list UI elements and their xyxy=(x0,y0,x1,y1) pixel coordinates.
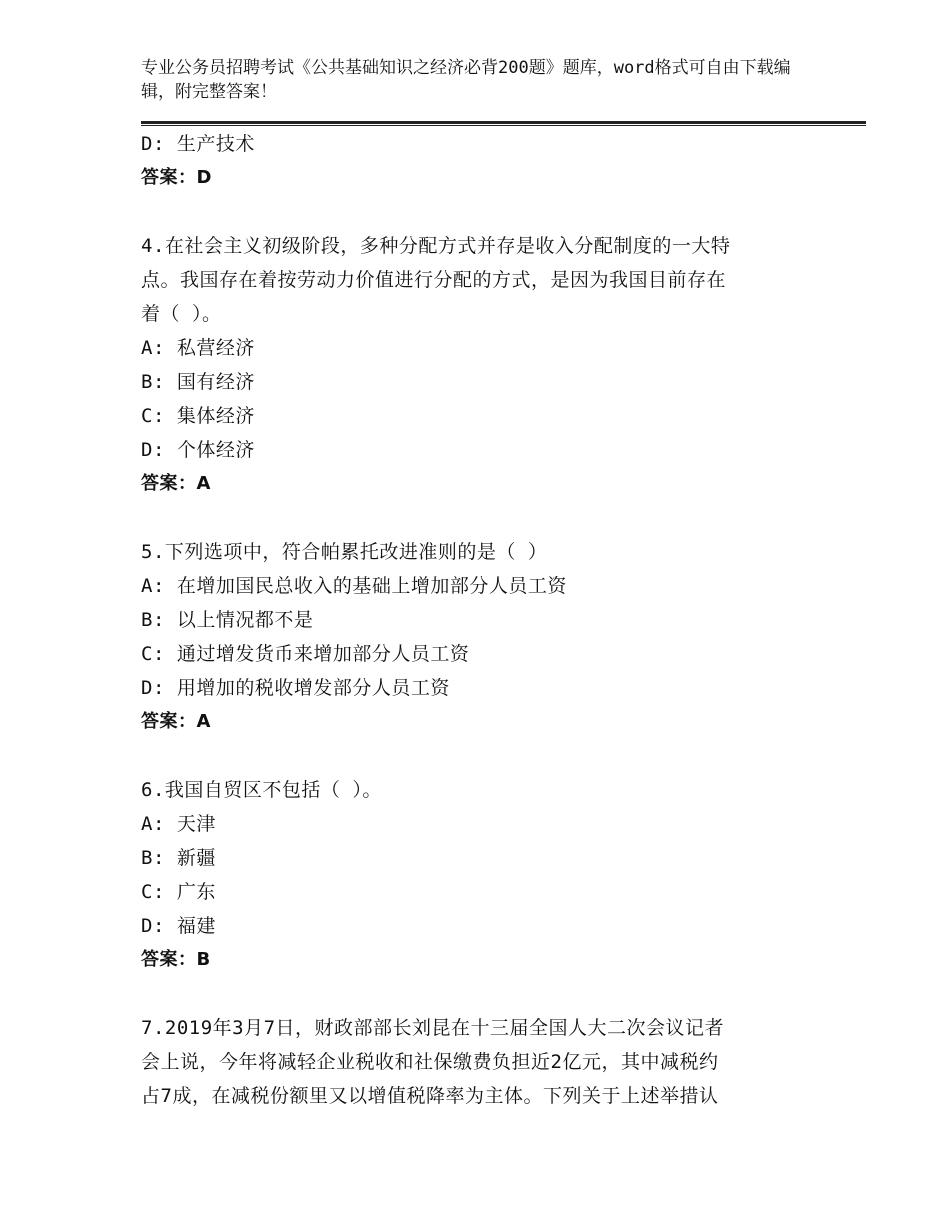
spacer xyxy=(141,195,801,229)
question-stem-line: 7.2019年3月7日，财政部部长刘昆在十三届全国人大二次会议记者 xyxy=(141,1017,725,1039)
option-b: B: 国有经济 xyxy=(141,371,255,393)
header-divider xyxy=(141,121,866,126)
question-block xyxy=(141,773,801,977)
question-stem-line: 占7成，在减税份额里又以增值税降率为主体。下列关于上述举措认 xyxy=(141,1085,719,1107)
question-stem-line: 4.在社会主义初级阶段，多种分配方式并存是收入分配制度的一大特 xyxy=(141,235,731,257)
option-b: B: 新疆 xyxy=(141,847,216,869)
question-stem-line: 5.下列选项中，符合帕累托改进准则的是（ ） xyxy=(141,541,548,563)
header-title: 专业公务员招聘考试《公共基础知识之经济必背200题》题库，word格式可自由下载编辑，附完整答案！ xyxy=(141,58,791,102)
question-block xyxy=(141,535,801,739)
answer-line: 答案：B xyxy=(141,949,211,970)
question-block xyxy=(141,229,801,501)
option-a: A: 天津 xyxy=(141,813,216,835)
spacer xyxy=(141,501,801,535)
option-b: B: 以上情况都不是 xyxy=(141,609,314,631)
question-stem-line: 6.我国自贸区不包括（ ）。 xyxy=(141,779,382,801)
option-d: D: 个体经济 xyxy=(141,439,255,461)
option-c: C: 通过增发货币来增加部分人员工资 xyxy=(141,643,470,665)
question-stem-line: 点。我国存在着按劳动力价值进行分配的方式，是因为我国目前存在 xyxy=(141,269,727,291)
option-d: D: 用增加的税收增发部分人员工资 xyxy=(141,677,450,699)
option-a: A: 私营经济 xyxy=(141,337,255,359)
option-d: D: 福建 xyxy=(141,915,216,937)
answer-line: 答案：A xyxy=(141,711,211,732)
answer-line: 答案：A xyxy=(141,473,211,494)
question-stem-line: 会上说，今年将减轻企业税收和社保缴费负担近2亿元，其中减税约 xyxy=(141,1051,719,1073)
option-a: A: 在增加国民总收入的基础上增加部分人员工资 xyxy=(141,575,567,597)
option-d: D: 生产技术 xyxy=(141,133,255,155)
question-stem-line: 着（ ）。 xyxy=(141,303,222,325)
question-block xyxy=(141,1011,801,1113)
option-c: C: 广东 xyxy=(141,881,216,903)
answer-line: 答案：D xyxy=(141,167,212,188)
spacer xyxy=(141,739,801,773)
page-header xyxy=(141,56,821,104)
document-body xyxy=(141,127,801,1113)
spacer xyxy=(141,977,801,1011)
option-c: C: 集体经济 xyxy=(141,405,255,427)
